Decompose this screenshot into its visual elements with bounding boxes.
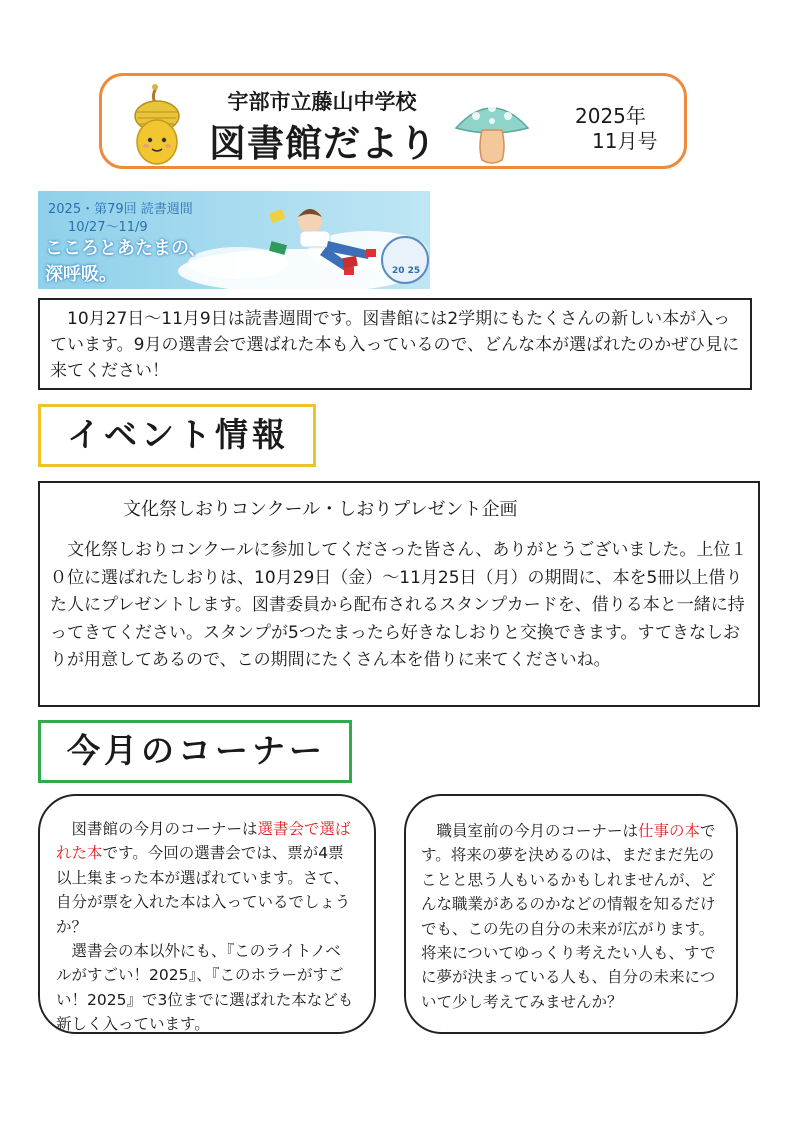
intro-text: 10月27日〜11月9日は読書週間です。図書館には2学期にもたくさんの新しい本が入っています。9月の選書会で選ばれた本も入っているので、どんな本が選ばれたのかぜひ見に来てください！ bbox=[50, 309, 740, 381]
staffroom-corner-theme: 仕事の本 bbox=[638, 822, 701, 840]
school-name: 宇部市立藤山中学校 bbox=[227, 90, 417, 114]
banner-event-name: 2025・第79回 読書週間 bbox=[48, 202, 193, 217]
library-corner-theme: 選書会で選ばれた本 bbox=[56, 820, 351, 863]
event-section-heading: イベント情報 bbox=[38, 404, 316, 467]
issue-year: 2025年 bbox=[575, 104, 646, 128]
event-title: 文化祭しおりコンクール・しおりプレゼント企画 bbox=[123, 499, 518, 520]
library-corner-intro: 図書館の今月のコーナーは bbox=[56, 820, 258, 838]
banner-slogan-1: こころとあたまの、 bbox=[45, 238, 207, 259]
banner-badge-year: 20 25 bbox=[392, 266, 421, 276]
acorn-character-icon bbox=[128, 82, 186, 168]
event-body: 文化祭しおりコンクールに参加してくださった皆さん、ありがとうございました。上位１０位に選ばれたしおりは、10月29日（金）〜11月25日（月）の期間に、本を5冊以上借りた人にプレゼントします。図書委員から配布されるスタンプカードを、借りる本と一緒に持ってきてください。スタンプが5つたまったら好きなしおりと交換できます。すてきなしおりが用意してあるので、この期間にたくさん本を借りに来てくださいね。 bbox=[50, 540, 748, 670]
staffroom-corner-para bbox=[421, 819, 721, 1014]
library-corner-para2: 選書会の本以外にも、『このライトノベルがすごい！2025』、『このホラーがすごい！2025』で3位までに選ばれた本なども新しく入っています。 bbox=[56, 942, 354, 1034]
banner-slogan-2: 深呼吸。 bbox=[45, 264, 117, 285]
library-corner-text bbox=[56, 817, 356, 1037]
newsletter-title: 図書館だより bbox=[209, 122, 437, 165]
staffroom-corner-intro: 職員室前の今月のコーナーは bbox=[421, 822, 639, 840]
library-corner-description: です。今回の選書会では、票が4票以上集まった本が選ばれています。さて、自分が票を入れた本は入っているでしょうか？ bbox=[56, 844, 351, 936]
library-corner-para1 bbox=[56, 817, 356, 939]
intro-box bbox=[38, 298, 752, 390]
corner-section-heading: 今月のコーナー bbox=[38, 720, 352, 783]
banner-dates: 10/27〜11/9 bbox=[68, 220, 148, 235]
staffroom-corner-text bbox=[421, 819, 721, 1014]
staffroom-corner-description: です。将来の夢を決めるのは、まだまだ先のことと思う人もいるかもしれませんが、どんな職業があるのかなどの情報を知るだけでも、この先の自分の未来が広がります。将来についてゆっくり考えたい人も、すでに夢が決まっている人も、自分の未来について少し考えてみませんか？ bbox=[421, 822, 716, 1011]
issue-month: 11月号 bbox=[592, 129, 658, 153]
mushroom-icon bbox=[452, 94, 532, 166]
